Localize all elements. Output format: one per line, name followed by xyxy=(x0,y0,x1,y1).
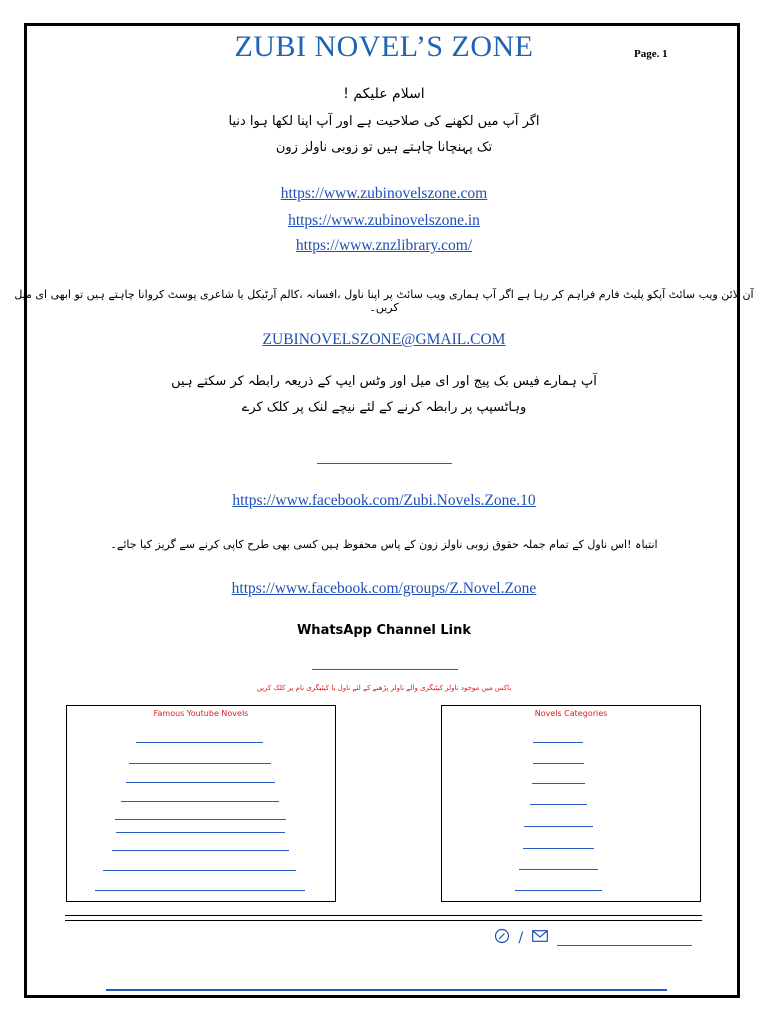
youtube-novel-link[interactable] xyxy=(95,890,305,891)
category-link[interactable] xyxy=(532,783,585,784)
youtube-novel-link[interactable] xyxy=(116,832,285,833)
page-number: Page. 1 xyxy=(634,48,668,60)
category-link[interactable] xyxy=(524,826,593,827)
novel-categories-box xyxy=(441,705,701,902)
youtube-novel-link[interactable] xyxy=(129,763,271,764)
phone-icon[interactable] xyxy=(494,928,510,948)
email-link[interactable]: ZUBINOVELSZONE@GMAIL.COM xyxy=(262,331,506,348)
footer-divider-top xyxy=(65,915,702,916)
website-link-in[interactable]: https://www.zubinovelszone.in xyxy=(288,212,480,229)
category-link[interactable] xyxy=(519,869,598,870)
youtube-novels-box xyxy=(66,705,336,902)
website-link-library[interactable]: https://www.znzlibrary.com/ xyxy=(295,237,473,254)
intro-line-1: اگر آپ میں لکھنے کی صلاحیت ہے اور آپ اپنا لکھا ہوا دنیا xyxy=(228,114,540,129)
whatsapp-link-placeholder[interactable] xyxy=(317,463,452,464)
platform-text: آن لائن ویب سائٹ آپکو پلیٹ فارم فراہم کر رہا ہے اگر آپ ہماری ویب سائٹ پر اپنا ناول ،افسانہ ،کالم آرٹیکل یا شاعری پوسٹ کروانا چاہتے ہیں تو ابھی ای میل کریں۔ xyxy=(14,288,754,314)
category-link[interactable] xyxy=(523,848,594,849)
facebook-group-link[interactable]: https://www.facebook.com/groups/Z.Novel.Zone xyxy=(231,580,537,597)
youtube-novel-link[interactable] xyxy=(115,819,286,820)
footer-contact-link[interactable] xyxy=(557,945,692,946)
youtube-novel-link[interactable] xyxy=(112,850,289,851)
contact-line-1: آپ ہمارے فیس بک پیج اور ای میل اور وٹس ایپ کے ذریعہ رابطہ کر سکتے ہیں xyxy=(171,374,597,389)
category-link[interactable] xyxy=(530,804,587,805)
mail-icon[interactable] xyxy=(532,930,548,946)
youtube-novels-title: Famous Youtube Novels xyxy=(153,709,249,718)
categories-note: باکس میں موجود ناولز کیٹیگری والے ناولز پڑھنے کے لئے ناول یا کیٹیگری نام پر کلک کریں xyxy=(256,684,512,692)
category-link[interactable] xyxy=(515,890,602,891)
website-link-com[interactable]: https://www.zubinovelszone.com xyxy=(280,185,488,202)
greeting: اسلام علیکم ! xyxy=(343,86,425,102)
footer-link[interactable] xyxy=(106,989,667,991)
contact-line-2: وہاٹسپپ پر رابطہ کرنے کے لئے نیچے لنک پر کلک کرے xyxy=(241,400,527,415)
youtube-novel-link[interactable] xyxy=(126,782,275,783)
whatsapp-channel-link[interactable] xyxy=(312,669,458,670)
page-title: ZUBI NOVEL’S ZONE xyxy=(234,30,534,63)
footer-divider-bottom xyxy=(65,920,702,921)
facebook-page-link[interactable]: https://www.facebook.com/Zubi.Novels.Zone.10 xyxy=(232,492,536,509)
novel-categories-title: Novels Categories xyxy=(534,709,608,718)
intro-line-2: تک پہنچانا چاہتے ہیں تو زوبی ناولز زون xyxy=(275,140,493,155)
youtube-novel-link[interactable] xyxy=(136,742,263,743)
copyright-warning: انتباہ !اس ناول کے تمام جملہ حقوق زوبی ناولز زون کے پاس محفوظ ہیں کسی بھی طرح کاپی کرنے سے گریز کیا جائے۔ xyxy=(110,538,658,551)
category-link[interactable] xyxy=(533,742,583,743)
footer-separator: / xyxy=(518,930,524,946)
whatsapp-channel-title: WhatsApp Channel Link xyxy=(296,623,472,638)
category-link[interactable] xyxy=(533,763,584,764)
youtube-novel-link[interactable] xyxy=(103,870,296,871)
youtube-novel-link[interactable] xyxy=(121,801,279,802)
footer-contact xyxy=(494,928,548,948)
